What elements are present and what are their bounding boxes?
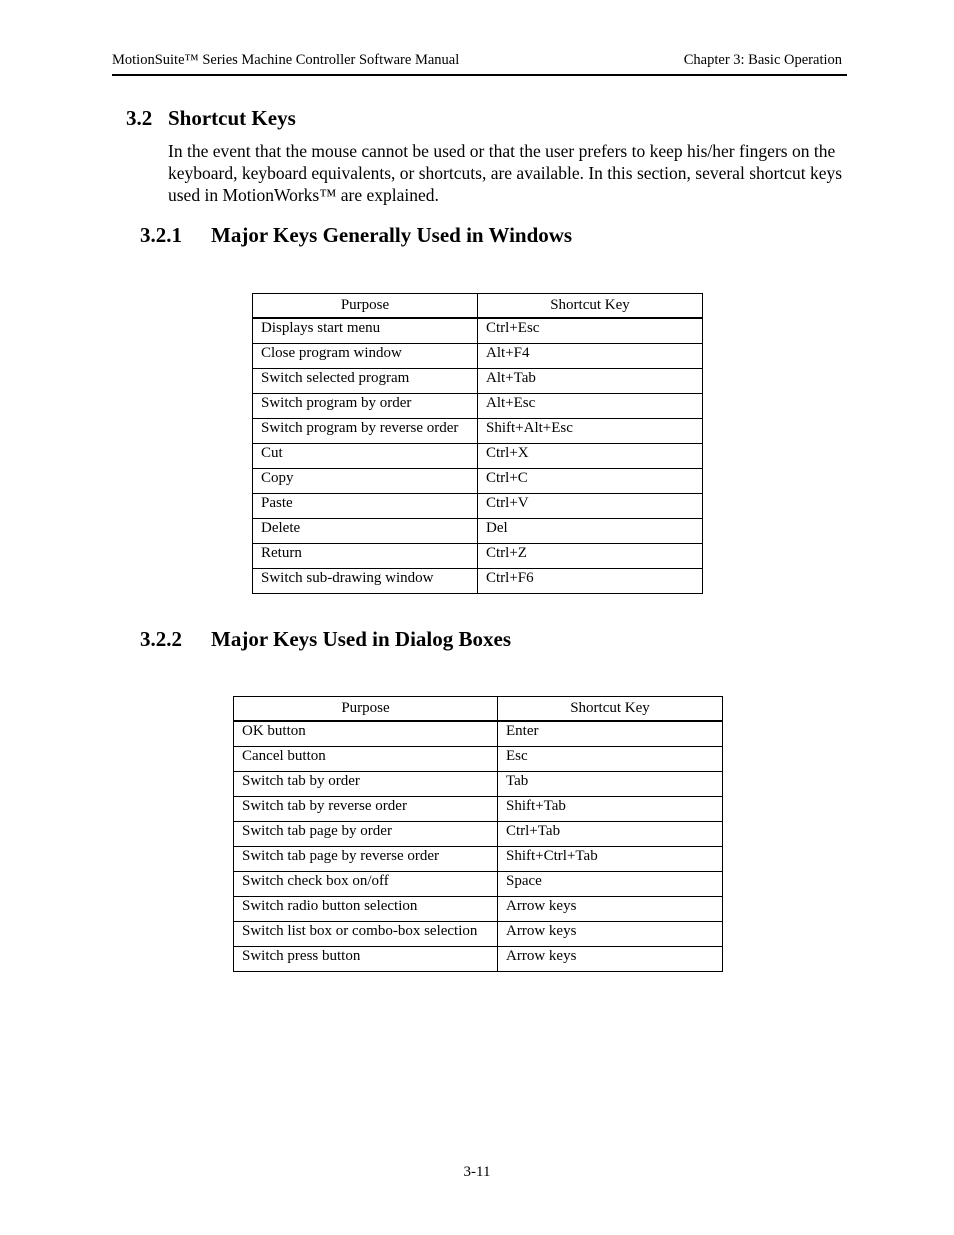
subsection-2-title: Major Keys Used in Dialog Boxes	[211, 627, 512, 651]
shortcut-key-cell: Shift+Alt+Esc	[478, 419, 703, 444]
subsection-1-number: 3.2.1	[140, 223, 182, 247]
purpose-cell: Return	[253, 544, 478, 569]
shortcut-key-cell: Ctrl+V	[478, 494, 703, 519]
table-row	[253, 318, 703, 344]
page-header	[112, 52, 847, 76]
shortcut-key-cell: Shift+Ctrl+Tab	[498, 847, 723, 872]
shortcut-key-cell: Arrow keys	[498, 897, 723, 922]
purpose-cell: Paste	[253, 494, 478, 519]
purpose-cell: Copy	[253, 469, 478, 494]
shortcut-key-cell: Ctrl+Tab	[498, 822, 723, 847]
shortcut-key-cell: Esc	[498, 747, 723, 772]
purpose-cell: Switch press button	[234, 947, 498, 972]
purpose-cell: Switch selected program	[253, 369, 478, 394]
table-row	[234, 721, 723, 747]
subsection-1-title: Major Keys Generally Used in Windows	[211, 223, 573, 247]
table-row	[234, 897, 723, 922]
subsection-2-heading	[140, 627, 511, 652]
column-header-shortcut-key: Shortcut Key	[478, 294, 703, 319]
table-row	[253, 544, 703, 569]
table-row	[253, 394, 703, 419]
section-heading	[126, 106, 296, 131]
chapter-title: Chapter 3: Basic Operation	[683, 52, 842, 68]
purpose-cell: Switch tab by order	[234, 772, 498, 797]
table-row	[234, 922, 723, 947]
windows-keys-table	[252, 293, 703, 594]
shortcut-key-cell: Arrow keys	[498, 922, 723, 947]
purpose-cell: Switch tab page by order	[234, 822, 498, 847]
dialog-keys-body	[234, 721, 723, 972]
purpose-cell: Switch program by order	[253, 394, 478, 419]
section-title: Shortcut Keys	[168, 106, 296, 130]
purpose-cell: Switch radio button selection	[234, 897, 498, 922]
shortcut-key-cell: Ctrl+C	[478, 469, 703, 494]
table-row	[253, 369, 703, 394]
table-row	[253, 419, 703, 444]
purpose-cell: Switch tab by reverse order	[234, 797, 498, 822]
purpose-cell: Cut	[253, 444, 478, 469]
table-row	[234, 872, 723, 897]
shortcut-key-cell: Ctrl+Z	[478, 544, 703, 569]
table-row	[234, 772, 723, 797]
table-row	[253, 494, 703, 519]
purpose-cell: Switch program by reverse order	[253, 419, 478, 444]
table-row	[234, 822, 723, 847]
windows-keys-body	[253, 318, 703, 594]
table-row	[234, 747, 723, 772]
table-row	[234, 847, 723, 872]
table-row	[253, 519, 703, 544]
table-row	[253, 569, 703, 594]
shortcut-key-cell: Enter	[498, 721, 723, 747]
table-row	[253, 344, 703, 369]
shortcut-key-cell: Alt+F4	[478, 344, 703, 369]
purpose-cell: Switch tab page by reverse order	[234, 847, 498, 872]
shortcut-key-cell: Alt+Esc	[478, 394, 703, 419]
table-row	[253, 444, 703, 469]
manual-title: MotionSuite™ Series Machine Controller Software Manual	[112, 52, 460, 68]
shortcut-key-cell: Ctrl+X	[478, 444, 703, 469]
purpose-cell: Switch check box on/off	[234, 872, 498, 897]
column-header-shortcut-key: Shortcut Key	[498, 697, 723, 722]
page-number: 3-11	[463, 1164, 491, 1180]
shortcut-key-cell: Space	[498, 872, 723, 897]
column-header-purpose: Purpose	[253, 294, 478, 319]
subsection-1-heading	[140, 223, 572, 248]
shortcut-key-cell: Ctrl+F6	[478, 569, 703, 594]
table-row	[234, 797, 723, 822]
shortcut-key-cell: Del	[478, 519, 703, 544]
table-header-row	[234, 697, 723, 722]
purpose-cell: Close program window	[253, 344, 478, 369]
dialog-keys-table	[233, 696, 723, 972]
table-header-row	[253, 294, 703, 319]
purpose-cell: OK button	[234, 721, 498, 747]
purpose-cell: Cancel button	[234, 747, 498, 772]
table-row	[253, 469, 703, 494]
section-intro: In the event that the mouse cannot be used or that the user prefers to keep his/her fingers on the keyboard, keyboard equivalents, or shortcuts, are available. In this section, several shortcut keys used in MotionWorks™ are explained.	[168, 141, 843, 205]
section-number: 3.2	[126, 106, 153, 130]
table-row	[234, 947, 723, 972]
column-header-purpose: Purpose	[234, 697, 498, 722]
purpose-cell: Displays start menu	[253, 318, 478, 344]
purpose-cell: Switch list box or combo-box selection	[234, 922, 498, 947]
purpose-cell: Switch sub-drawing window	[253, 569, 478, 594]
shortcut-key-cell: Tab	[498, 772, 723, 797]
shortcut-key-cell: Ctrl+Esc	[478, 318, 703, 344]
subsection-2-number: 3.2.2	[140, 627, 182, 651]
shortcut-key-cell: Shift+Tab	[498, 797, 723, 822]
shortcut-key-cell: Arrow keys	[498, 947, 723, 972]
shortcut-key-cell: Alt+Tab	[478, 369, 703, 394]
purpose-cell: Delete	[253, 519, 478, 544]
